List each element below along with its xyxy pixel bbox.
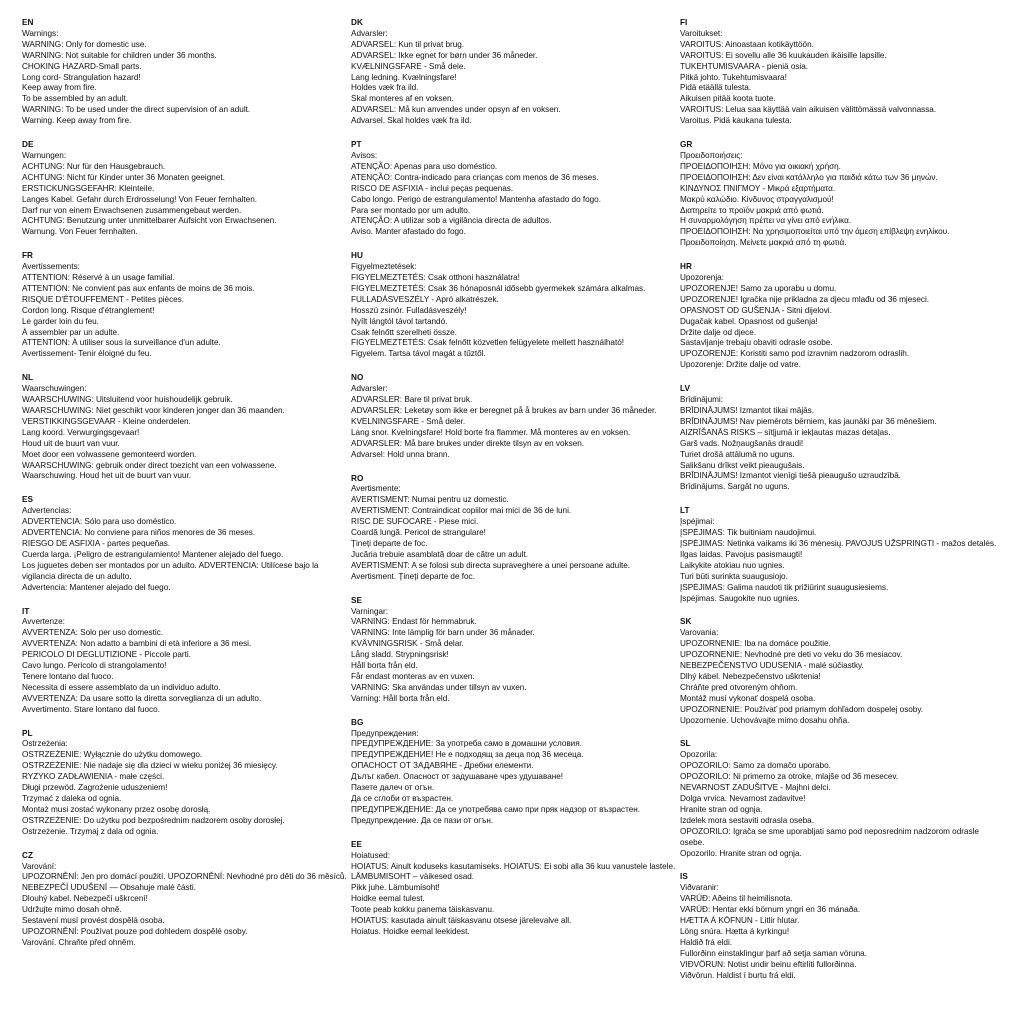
warning-line: ADVARSEL: Må kun anvendes under opsyn af en voksen. — [351, 105, 561, 115]
warning-line: Lang ledning. Kvælningsfare! — [351, 72, 457, 82]
warning-line: ĮSPĖJIMAS: Tik buitiniam naudojimui. — [680, 528, 817, 538]
warning-line: Hoiatus. Hoidke eemal leekidest. — [351, 926, 470, 936]
warning-line: Darf nur von einem Erwachsenen zusammengebaut werden. — [22, 205, 242, 215]
warning-line: Turiet drošā attālumā no uguns. — [680, 449, 795, 459]
warning-line: Advarsel. Skal holdes væk fra ild. — [351, 116, 472, 126]
warnings-heading: Varovania: — [680, 628, 719, 638]
warning-line: Garš vads. Nožņaugšanās draudi! — [680, 438, 804, 448]
warning-line: Skal monteres af en voksen. — [351, 94, 454, 104]
warnings-heading: Предупреждения: — [351, 728, 419, 738]
warning-line: VARÚÐ: Hentar ekki börnum yngri en 36 mánaða. — [680, 905, 861, 915]
warning-section-it — [22, 607, 347, 716]
warning-line: ADVARSEL: Ikke egnet for børn under 36 måneder. — [351, 50, 538, 60]
warning-line: ΠΡΟΕΙΔΟΠΟΙΗΣΗ: Δεν είναι κατάλληλο για παιδιά κάτω των 36 μηνών. — [680, 172, 938, 182]
language-code: EE — [351, 839, 363, 849]
warning-line: OPASNOST OD GUŠENJA - Sitni dijelovi. — [680, 305, 832, 315]
warning-line: WARNING: To be used under the direct supervision of an adult. — [22, 105, 251, 115]
warning-line: Hranite stran od ognja. — [680, 804, 763, 814]
warning-line: Да се сглоби от възрастен. — [351, 794, 454, 803]
warning-line: WAARSCHUWING: gebruik onder direct toezicht van een volwassene. — [22, 460, 277, 470]
warning-line: ĮSPĖJIMAS: Galima naudoti tik prižiūrint suaugusiesiems. — [680, 582, 889, 592]
warnings-heading: Avertismente: — [351, 484, 401, 494]
language-code: FI — [680, 18, 688, 27]
warning-line: ΠΡΟΕΙΔΟΠΟΙΗΣΗ: Μόνο για οικιακή χρήση. — [680, 161, 841, 171]
language-code: HU — [351, 251, 363, 261]
warning-line: Upozornenie. Uchovávajte mimo dosahu ohňa. — [680, 715, 850, 725]
warning-line: Udržujte mimo dosah ohně. — [22, 905, 122, 915]
warning-line: Ostrzeżenie. Trzymaj z dala od ognia. — [22, 826, 159, 836]
warning-line: Lång sladd. Strypningsrisk! — [351, 650, 449, 660]
warning-line: VAROITUS: Leluа saa käyttää vain aikuisen välittömässä valvonnassa. — [680, 105, 937, 115]
warning-line: Įspėjimas. Saugokite nuo ugnies. — [680, 593, 800, 603]
language-code: GR — [680, 140, 693, 150]
warning-line: Montáž musí vykonať dospelá osoba. — [680, 693, 816, 703]
warning-line: Dlhý kábel. Nebezpečenstvo uškrtenia! — [680, 671, 821, 681]
warning-line: OPOZORILO: Ni primerno za otroke, mlajše od 36 mesecev. — [680, 772, 899, 782]
warning-section-lt — [680, 506, 1005, 604]
warning-line: LÄMBUMISOHT – väikesed osad. — [351, 872, 475, 882]
warning-line: Necessita di essere assemblato da un individuo adulto. — [22, 682, 221, 692]
warning-line: OPOZORILO: Igrača se sme uporabljati samo pod neposrednim nadzorom odrasle osebe. — [680, 826, 979, 847]
warning-line: ATENÇÃO: Apenas para uso doméstico. — [351, 161, 498, 171]
warning-line: Προειδοποίηση. Μείνετε μακριά από τη φωτιά. — [680, 238, 847, 248]
warning-line: ATENÇÃO: Contra-indicado para crianças com menos de 36 meses. — [351, 172, 599, 182]
warning-line: OSTRZEŻENIE: Nie nadaje się dla dzieci w wieku poniżej 36 miesięcy. — [22, 761, 278, 771]
warning-line: VAROITUS: Ainoastaan kotikäyttöön. — [680, 39, 814, 49]
warning-line: Μακρύ καλώδιο. Κίνδυνος στραγγαλισμού! — [680, 194, 834, 204]
warning-line: Håll borta från eld. — [351, 661, 418, 671]
warning-line: VARNING: Endast för hemmabruk. — [351, 617, 477, 627]
warning-line: BRĪDINĀJUMS! Izmantot tikai mājās. — [680, 406, 814, 415]
warnings-heading: Opozorila: — [680, 750, 718, 760]
warning-line: ADVARSLER: Bare til privat bruk. — [351, 395, 473, 405]
warning-line: HOIATUS: Ainult koduseks kasutamiseks. HOIATUS: Ei sobi alla 36 kuu vanustele lastele. — [351, 861, 676, 871]
language-code: IS — [680, 872, 688, 882]
warning-line: ADVERTENCIA: Sólo para uso doméstico. — [22, 517, 177, 527]
column-2 — [351, 18, 676, 938]
warning-line: ПРЕДУПРЕЖДЕНИЕ: За употреба само в домашни условия. — [351, 739, 582, 749]
warning-section-en — [22, 18, 347, 127]
language-code: LT — [680, 506, 690, 516]
warning-line: OSTRZEŻENIE: Do użytku pod bezpośrednim nadzorem osoby dorosłej. — [22, 815, 285, 825]
warning-line: UPOZORNĚNÍ: Jen pro domácí použití. UPOZORNĚNÍ: Nevhodné pro děti do 36 měsíců. — [22, 872, 347, 882]
warnings-heading: Varoitukset: — [680, 28, 723, 38]
warning-line: WARNING: Only for domestic use. — [22, 39, 147, 49]
warnings-heading: Įspėjimai: — [680, 517, 715, 527]
language-code: NL — [22, 373, 34, 383]
warning-line: Cavo lungo. Pericolo di strangolamento! — [22, 661, 167, 671]
warning-line: Пазете далеч от огън. — [351, 783, 435, 793]
warning-line: RYZYKO ZADŁAWIENIA - małe części. — [22, 772, 165, 782]
warning-line: RIESGO DE ASFIXIA - partes pequeñas. — [22, 538, 171, 548]
warning-section-hu — [351, 251, 676, 360]
column-3 — [680, 18, 1005, 982]
warning-line: AVERTISMENT: Contraindicat copiilor mai mici de 36 de luni. — [351, 506, 572, 516]
warning-line: WAARSCHUWING: Uitsluitend voor huishoudelijk gebruik. — [22, 395, 233, 405]
warning-section-fi — [680, 18, 1005, 127]
warning-line: Lang koord. Verwurgingsgevaar! — [22, 427, 140, 437]
warning-line: Țineți departe de foc. — [351, 538, 428, 548]
warning-line: NEBEZPEČÍ UDUŠENÍ — Obsahuje malé části. — [22, 883, 196, 893]
warning-line: NEVARNOST ZADUŠITVE - Majhni delci. — [680, 783, 831, 793]
language-code: CZ — [22, 850, 34, 860]
warning-line: Houd uit de buurt van vuur. — [22, 438, 120, 448]
language-code: IT — [22, 606, 30, 616]
language-code: PT — [351, 140, 362, 150]
warning-line: OSTRZEŻENIE: Wyłącznie do użytku domowego. — [22, 750, 203, 760]
warning-section-sl — [680, 739, 1005, 859]
warning-line: Warnung. Von Feuer fernhalten. — [22, 227, 138, 237]
warning-section-hr — [680, 262, 1005, 371]
warning-section-gr — [680, 140, 1005, 249]
language-code: ES — [22, 495, 34, 505]
warning-line: ΚΙΝΔΥΝΟΣ ΠΝΙΓΜΟΥ - Μικρά εξαρτήματα. — [680, 183, 836, 193]
warning-line: UPOZORENJE: Koristiti samo pod izravnim nadzorom odraslih. — [680, 349, 910, 359]
warning-line: Keep away from fire. — [22, 83, 97, 93]
warning-line: À assembler par un adulte. — [22, 327, 120, 337]
warning-line: Dugačak kabel. Opasnost od gušenja! — [680, 316, 818, 326]
warning-line: Η συναρμολόγηση πρέπει να γίνει από ενήλικα. — [680, 216, 852, 226]
warning-line: BRĪDINĀJUMS! Nav piemērots bērniem, kas jaunāki par 36 mēnešiem. — [680, 416, 937, 426]
language-code: EN — [22, 18, 34, 27]
warning-line: ADVARSLER: Må bare brukes under direkte tilsyn av en voksen. — [351, 438, 585, 448]
warning-section-bg — [351, 718, 676, 827]
warning-line: AVVERTENZA: Non adatto a bambini di età inferiore a 36 mesi. — [22, 639, 252, 649]
warning-line: ACHTUNG: Nicht für Kinder unter 36 Monaten geeignet. — [22, 172, 225, 182]
warning-line: Varning: Håll borta från eld. — [351, 693, 450, 703]
warnings-heading: Brīdinājumi: — [680, 395, 723, 405]
warning-line: Figyelem. Tartsa távol magát a tűztől. — [351, 349, 486, 359]
warning-line: Pidä etäällä tulesta. — [680, 83, 752, 93]
warning-line: Sestavení musí provést dospělá osoba. — [22, 916, 165, 926]
warning-line: ПРЕДУПРЕЖДЕНИЕ: Да се употребява само при пряк надзор от възрастен. — [351, 804, 641, 814]
warnings-heading: Warnings: — [22, 28, 59, 38]
warning-section-pt — [351, 140, 676, 238]
warnings-heading: Προειδοποιήσεις: — [680, 150, 743, 160]
warning-line: KVÄVNINGSRISK - Små delar. — [351, 639, 464, 649]
warning-line: ADVARSLER: Leketøy som ikke er beregnet på å brukes av barn under 36 måneder. — [351, 406, 657, 415]
warning-line: Aviso. Manter afastado do fogo. — [351, 227, 466, 237]
warning-line: UPOZORNENIE: Používať pod priamym dohľadom dospelej osoby. — [680, 704, 924, 714]
warning-section-pl — [22, 729, 347, 838]
warning-section-ee — [351, 840, 676, 938]
warning-section-sk — [680, 617, 1005, 726]
warning-line: Hoidke eemal tulest. — [351, 894, 425, 904]
warning-line: VAROITUS: Ei sovellu alle 36 kuukauden ikäisille lapsille. — [680, 50, 887, 60]
warning-line: To be assembled by an adult. — [22, 94, 128, 104]
warning-line: Διατηρείτε το προϊόν μακριά από φωτιά. — [680, 205, 824, 215]
warning-line: Długi przewód. Zagrożenie uduszeniem! — [22, 783, 168, 793]
warning-section-de — [22, 140, 347, 238]
warning-line: Opozorilo. Hranite stran od ognja. — [680, 848, 802, 858]
warning-line: Haldið frá eldi. — [680, 937, 733, 947]
warning-line: Hosszú zsinór. Fulladásveszély! — [351, 305, 467, 315]
warning-line: ACHTUNG: Benutzung unter unmittelbarer Aufsicht von Erwachsenen. — [22, 216, 277, 226]
language-code: SK — [680, 617, 692, 627]
warning-line: AVERTISMENT: A se folosi sub directa supraveghere a unei persoane adulte. — [351, 560, 631, 570]
warnings-heading: Ostrzeżenia: — [22, 739, 68, 749]
warning-section-no — [351, 373, 676, 460]
language-code: NO — [351, 373, 364, 383]
warning-line: WAARSCHUWING: Niet geschikt voor kinderen jonger dan 36 maanden. — [22, 406, 285, 415]
warning-line: KVÆLNINGSFARE - Små dele. — [351, 61, 466, 71]
warning-line: Jucăria trebuie asamblată doar de către un adult. — [351, 549, 528, 559]
warning-line: VARÚÐ: Aðeins til heimilisnota. — [680, 894, 793, 904]
warning-line: Holdes væk fra ild. — [351, 83, 419, 93]
warning-line: ADVARSEL: Kun til privat brug. — [351, 39, 465, 49]
warnings-heading: Viðvaranir: — [680, 883, 719, 893]
warnings-heading: Varování: — [22, 861, 57, 871]
warnings-heading: Advertencias: — [22, 506, 72, 516]
warning-line: Varování. Chraňte před ohněm. — [22, 937, 136, 947]
warning-line: Turi būti surinkta suaugusiojo. — [680, 571, 788, 581]
warning-line: Montaż musi zostać wykonany przez osobę dorosłą. — [22, 804, 211, 814]
warning-line: Toote peab kokku panema täiskasvanu. — [351, 905, 495, 915]
warning-line: Izdelek mora sestaviti odrasla oseba. — [680, 815, 814, 825]
language-code: PL — [22, 728, 33, 738]
warning-line: Cuerda larga. ¡Peligro de estrangulamiento! Mantener alejado del fuego. — [22, 549, 284, 559]
warning-line: Advertencia: Mantener alejado del fuego. — [22, 582, 171, 592]
language-code: DK — [351, 18, 363, 27]
warning-line: Pikk juhe. Lämbumisoht! — [351, 883, 440, 893]
warning-line: ADVERTENCIA: No conviene para niños menores de 36 meses. — [22, 528, 256, 538]
warning-line: Aikuisen pitää koota tuote. — [680, 94, 776, 104]
warning-line: TUKEHTUMISVAARA - pieniä osia. — [680, 61, 809, 71]
warning-line: Tenere lontano dal fuoco. — [22, 671, 114, 681]
warning-line: Csak felnőtt szerelheti össze. — [351, 327, 457, 337]
language-code: SL — [680, 739, 691, 749]
warning-line: Los juguetes deben ser montados por un adulto. ADVERTENCIA: Utilícese bajo la vigilancia directa de un adulto. — [22, 560, 319, 581]
warning-line: BRĪDINĀJUMS! Izmantot vienīgi tiešā pieaugušo uzraudzībā. — [680, 471, 901, 481]
warning-line: ОПАСНОСТ ОТ ЗАДАВЯНЕ - Дребни елементи. — [351, 761, 534, 771]
warnings-heading: Upozorenja: — [680, 273, 724, 283]
warning-line: OPOZORILO: Samo za domačo uporabo. — [680, 761, 831, 771]
warning-line: Laikykite atokiau nuo ugnies. — [680, 560, 785, 570]
warning-line: VARNING: Inte lämplig för barn under 36 månader. — [351, 628, 535, 638]
language-code: HR — [680, 262, 692, 272]
warning-line: RISQUE D'ÉTOUFFEMENT - Petites pièces. — [22, 294, 185, 304]
warning-line: Sastavljanje trebaju obaviti odrasle osobe. — [680, 338, 833, 348]
warning-line: Avvertimento. Stare lontano dal fuoco. — [22, 704, 160, 714]
warning-line: ATTENTION: Réservé à un usage familial. — [22, 273, 175, 283]
warning-section-dk — [351, 18, 676, 127]
warning-line: VIÐVÖRUN: Notist undir beinu eftirliti fullorðinna. — [680, 959, 857, 969]
warnings-heading: Advarsler: — [351, 28, 388, 38]
warning-line: UPOZORNENIE: Nevhodné pre deti vo veku do 36 mesiacov. — [680, 650, 903, 660]
warning-line: ATTENTION: Ne convient pas aux enfants de moins de 36 mois. — [22, 283, 255, 293]
warning-line: Salikšanu drīkst veikt pieaugušais. — [680, 460, 805, 470]
warning-line: ATTENTION: À utiliser sous la surveillance d'un adulte. — [22, 338, 221, 348]
column-1 — [22, 18, 347, 949]
warning-line: PERICOLO DI DEGLUTIZIONE - Piccole parti. — [22, 650, 191, 660]
warning-line: HÆTTA Á KÖFNUN - Litlir hlutar. — [680, 916, 800, 926]
language-code: DE — [22, 140, 34, 150]
warning-line: Waarschuwing. Houd het uit de buurt van vuur. — [22, 471, 192, 481]
warning-line: NEBEZPEČENSTVO UDUSENIA - malé súčiastky. — [680, 661, 864, 671]
warning-line: UPOZORNENIE: Iba na domáce použitie. — [680, 639, 831, 649]
warning-line: ERSTICKUNGSGEFAHR: Kleinteile. — [22, 183, 155, 193]
warning-line: FIGYELMEZTETÉS: Csak otthoni használatra! — [351, 273, 520, 283]
warning-line: VERSTIKKINGSGEVAAR - Kleine onderdelen. — [22, 416, 191, 426]
warnings-heading: Avvertenze: — [22, 617, 65, 627]
warning-line: Får endast monteras av en vuxen. — [351, 671, 475, 681]
warning-line: Ilgas laidas. Pavojus pasismaugti! — [680, 549, 803, 559]
warning-line: FIGYELMEZTETÉS: Csak 36 hónaposnál idősebb gyermekek számára alkalmas. — [351, 283, 646, 293]
warning-line: UPOZORNĚNÍ: Používat pouze pod dohledem dospělé osoby. — [22, 926, 248, 936]
warning-line: ATENÇÃO: A utilizar sob a vigilância directa de adultos. — [351, 216, 552, 226]
warning-line: Fullorðinn einstaklingur þarf að setja saman vöruna. — [680, 948, 867, 958]
language-code: FR — [22, 251, 34, 261]
warnings-heading: Waarschuwingen: — [22, 384, 87, 394]
warning-line: Viðvörun. Haldist í burtu frá eldi. — [680, 970, 796, 980]
warning-line: Avertissement- Tenir éloigné du feu. — [22, 349, 152, 359]
warning-section-se — [351, 596, 676, 705]
warning-line: Varoitus. Pidä kaukana tulesta. — [680, 116, 792, 126]
warning-line: Dolga vrvica. Nevarnost zadavitve! — [680, 794, 806, 803]
warning-section-lv — [680, 384, 1005, 493]
warning-line: Brīdinājums. Sargāt no uguns. — [680, 482, 790, 492]
warning-line: Langes Kabel. Gefahr durch Erdrosselung! Von Feuer fernhalten. — [22, 194, 257, 204]
warning-line: KVELNINGSFARE - Små deler. — [351, 416, 466, 426]
warning-section-es — [22, 495, 347, 593]
warning-section-is — [680, 872, 1005, 981]
warning-line: Le garder loin du feu. — [22, 316, 99, 326]
warning-line: Lang snor. Kvelningsfare! Hold borte fra flammer. Må monteres av en voksen. — [351, 427, 631, 437]
warning-line: UPOZORENJE! Samo za uporabu u domu. — [680, 283, 837, 293]
warnings-heading: Figyelmeztetések: — [351, 262, 417, 272]
warning-line: AVVERTENZA: Da usare sotto la diretta sorveglianza di un adulto. — [22, 693, 262, 703]
language-code: LV — [680, 384, 690, 394]
warning-line: UPOZORENJE! Igračka nije prikladna za djecu mlađu od 36 mjeseci. — [680, 294, 930, 304]
language-code: BG — [351, 717, 364, 727]
warning-line: Držite dalje od djece. — [680, 327, 757, 337]
warning-line: Pitkä johto. Tukehtumisvaara! — [680, 72, 787, 82]
language-code: RO — [351, 473, 364, 483]
warning-line: VARNING: Ska användas under tillsyn av vuxen. — [351, 682, 527, 692]
warning-line: WARNING: Not suitable for children under 36 months. — [22, 50, 217, 60]
warning-line: Предупреждение. Да се пази от огън. — [351, 815, 494, 825]
warning-line: Chráňte pred otvoreným ohňom. — [680, 682, 798, 692]
warning-line: Moet door een volwassene gemonteerd worden. — [22, 449, 197, 459]
warning-line: Dlouhý kabel. Nebezpečí uškrcení! — [22, 894, 148, 904]
warnings-heading: Advarsler: — [351, 384, 388, 394]
warning-line: Дълъг кабел. Опасност от задушаване чрез удушаване! — [351, 772, 564, 782]
warning-line: Para ser montado por um adulto. — [351, 205, 471, 215]
warning-line: AIZRĪŠANĀS RISKS – sītļjumā ir iekļautas mazas detaļas. — [680, 427, 891, 437]
warning-section-cz — [22, 851, 347, 949]
warnings-heading: Avertissements: — [22, 262, 80, 272]
language-code: SE — [351, 595, 363, 605]
warning-line: Warning. Keep away from fire. — [22, 116, 132, 126]
warning-line: Long cord- Strangulation hazard! — [22, 72, 141, 82]
warning-line: Nyílt lángtól távol tartandó. — [351, 316, 448, 326]
warning-line: AVERTISMENT: Numai pentru uz domestic. — [351, 495, 509, 505]
warning-line: Löng snúra. Hætta á kyrkingu! — [680, 926, 790, 936]
warning-line: Trzymać z daleka od ognia. — [22, 794, 122, 803]
warning-line: Advarsel: Hold unna brann. — [351, 449, 450, 459]
warning-line: FULLADÁSVESZÉLY - Apró alkatrészek. — [351, 294, 499, 304]
warning-section-ro — [351, 474, 676, 583]
warning-line: RISCO DE ASFIXIA - inclui peças pequenas. — [351, 183, 514, 193]
warning-line: AVVERTENZA: Solo per uso domestic. — [22, 628, 163, 638]
warning-line: Avertisment. Țineți departe de foc. — [351, 571, 475, 581]
warnings-heading: Varningar: — [351, 606, 388, 616]
warnings-heading: Avisos: — [351, 150, 378, 160]
warning-line: Coardă lungă. Pericol de strangulare! — [351, 528, 486, 538]
warning-line: HOIATUS: kasutada ainult täiskasvanu otsese järelevalve all. — [351, 916, 572, 926]
warning-line: ĮSPĖJIMAS: Netinka vaikams iki 36 mėnesių. PAVOJUS UŽSPRINGTI - mažos detalės. — [680, 538, 997, 548]
warning-line: CHOKING HAZARD-Small parts. — [22, 61, 142, 71]
warning-line: ПРЕДУПРЕЖДЕНИЕ! Не е подходящ за деца под 36 месеца. — [351, 750, 584, 760]
warning-line: ΠΡΟΕΙΔΟΠΟΙΗΣΗ: Να χρησιμοποιείται υπό την άμεση επίβλεψη ενηλίκου. — [680, 227, 950, 237]
warning-line: Cabo longo. Perigo de estrangulamento! Mantenha afastado do fogo. — [351, 194, 601, 204]
warning-line: FIGYELMEZTETÉS: Csak felnőtt közvetlen felügyelete mellett használható! — [351, 338, 624, 348]
warning-line: Cordon long. Risque d'étranglement! — [22, 305, 155, 315]
warnings-heading: Warnungen: — [22, 150, 67, 160]
warning-section-nl — [22, 373, 347, 482]
warnings-heading: Hoiatused: — [351, 850, 390, 860]
warning-section-fr — [22, 251, 347, 360]
warning-line: Upozorenje: Držite dalje od vatre. — [680, 360, 801, 370]
warning-line: ACHTUNG: Nur für den Hausgebrauch. — [22, 161, 166, 171]
warning-line: RISC DE SUFOCARE - Piese mici. — [351, 517, 479, 527]
